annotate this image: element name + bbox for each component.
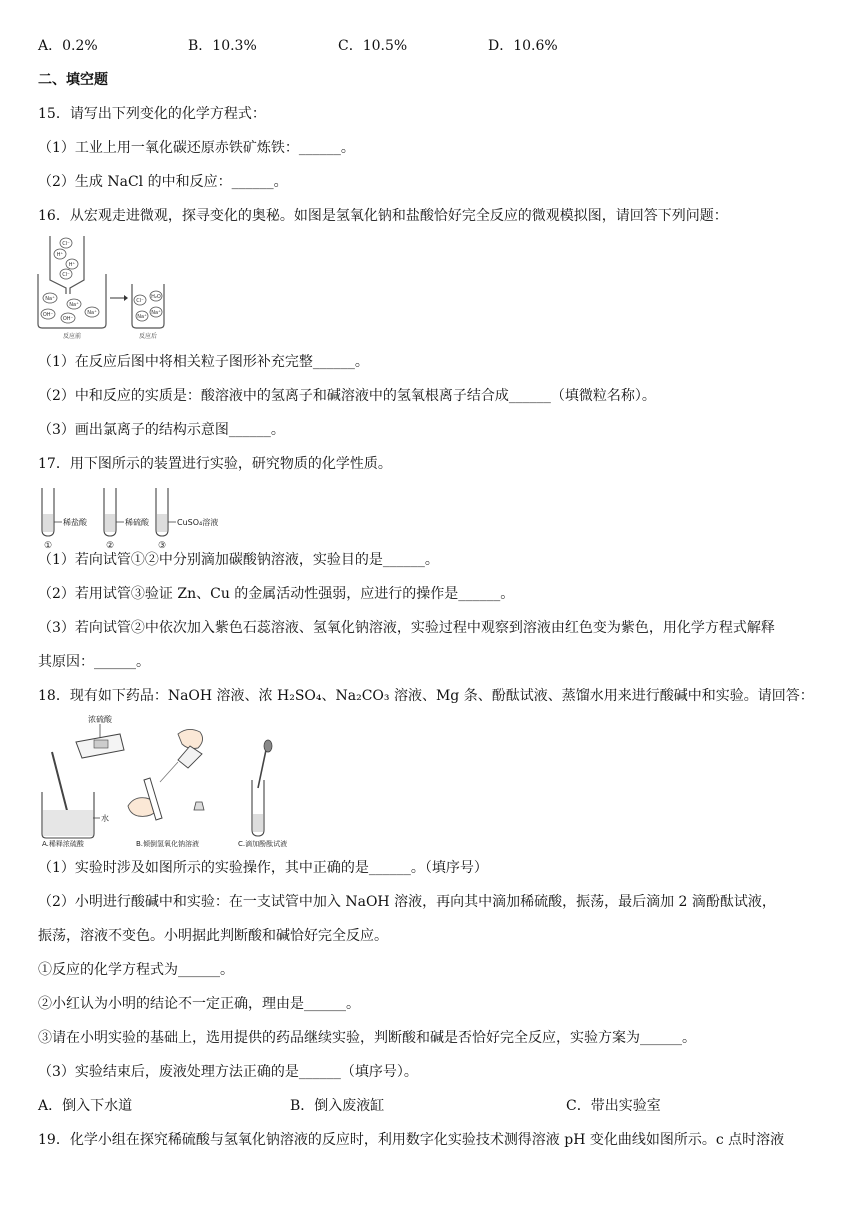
tube2-num: ② (105, 541, 115, 550)
q17-stem: 17．用下图所示的装置进行实验，研究物质的化学性质。 (38, 456, 392, 472)
ion-label: Na⁺ (137, 314, 147, 320)
q16-sub3: （3）画出氯离子的结构示意图______。 (38, 422, 285, 438)
q17-sub3-line2: 其原因：______。 (38, 654, 150, 670)
acid-label: 浓硫酸 (88, 715, 112, 724)
tube1-num: ① (43, 541, 53, 550)
q17-sub2: （2）若用试管③验证 Zn、Cu 的金属活动性强弱，应进行的操作是______。 (38, 586, 515, 602)
q19-stem: 19．化学小组在探究稀硫酸与氢氧化钠溶液的反应时，利用数字化实验技术测得溶液 pH 变化曲线如图所示。c 点时溶液 (38, 1132, 785, 1148)
q18-sub2-line1: （2）小明进行酸碱中和实验：在一支试管中加入 NaOH 溶液，再向其中滴加稀硫酸，振荡，最后滴加 2 滴酚酞试液， (38, 894, 776, 910)
q18-item2: ②小红认为小明的结论不一定正确，理由是______。 (38, 996, 360, 1012)
q18-item3: ③请在小明实验的基础上，选用提供的药品继续实验，判断酸和碱是否恰好完全反应，实验方案为______。 (38, 1030, 696, 1046)
caption-c: C.滴加酚酞试液 (238, 840, 288, 848)
q16-figure (36, 234, 166, 342)
q18-item1: ①反应的化学方程式为______。 (38, 962, 234, 978)
tube1-label: 稀盐酸 (63, 518, 87, 527)
before-label: 反应前 (62, 333, 82, 340)
option-b: B．10.3% (188, 38, 257, 54)
ion-label: H⁺ (56, 252, 64, 258)
q18-sub2-line2: 振荡，溶液不变色。小明据此判断酸和碱恰好完全反应。 (38, 928, 388, 944)
option-c: C．10.5% (338, 38, 408, 54)
ion-label: Cl⁻ (62, 241, 70, 247)
ion-label: Na⁺ (151, 310, 161, 316)
section-title: 二、填空题 (38, 72, 108, 88)
q17-sub3-line1: （3）若向试管②中依次加入紫色石蕊溶液、氢氧化钠溶液，实验过程中观察到溶液由红色变为紫色，用化学方程式解释 (38, 620, 775, 636)
q15-stem: 15．请写出下列变化的化学方程式： (38, 106, 266, 122)
ion-label: Na⁺ (87, 310, 97, 316)
tube2-label: 稀硫酸 (125, 518, 149, 527)
q17-figure (38, 486, 238, 550)
option-a: A．0.2% (38, 38, 98, 54)
ion-label: OH⁻ (42, 312, 54, 318)
q15-sub2: （2）生成 NaCl 的中和反应：______。 (38, 174, 288, 190)
ion-label: Cl⁻ (136, 298, 144, 304)
q18-sub3: （3）实验结束后，废液处理方法正确的是______（填序号）。 (38, 1064, 418, 1080)
q18-stem: 18．现有如下药品：NaOH 溶液、浓 H₂SO₄、Na₂CO₃ 溶液、Mg 条、酚酞试液、蒸馏水用来进行酸碱中和实验。请回答： (38, 688, 814, 704)
ion-label: OH⁻ (62, 316, 74, 322)
q18-option-c: C．带出实验室 (566, 1098, 661, 1114)
q16-sub2: （2）中和反应的实质是：酸溶液中的氢离子和碱溶液中的氢氧根离子结合成______（填微粒名称）。 (38, 388, 656, 404)
tube3-label: CuSO₄溶液 (177, 518, 219, 527)
q18-sub1: （1）实验时涉及如图所示的实验操作，其中正确的是______。（填序号） (38, 860, 488, 876)
caption-a: A.稀释浓硫酸 (42, 840, 84, 848)
q16-stem: 16．从宏观走进微观，探寻变化的奥秘。如图是氢氧化钠和盐酸恰好完全反应的微观模拟图，请回答下列问题： (38, 208, 728, 224)
q18-option-b: B．倒入废液缸 (290, 1098, 385, 1114)
option-d: D．10.6% (488, 38, 558, 54)
ion-label: Na⁺ (69, 302, 79, 308)
ion-label: Cl⁻ (62, 272, 70, 278)
water-label: 水 (101, 814, 109, 823)
ion-label: H₂O (151, 294, 161, 300)
q16-sub1: （1）在反应后图中将相关粒子图形补充完整______。 (38, 354, 369, 370)
q18-figure (38, 710, 338, 848)
caption-b: B.倾倒氢氧化钠溶液 (136, 840, 200, 848)
q15-sub1: （1）工业上用一氧化碳还原赤铁矿炼铁：______。 (38, 140, 355, 156)
ion-label: Na⁺ (45, 296, 55, 302)
after-label: 反应后 (138, 333, 158, 340)
tube3-num: ③ (157, 541, 167, 550)
q18-option-a: A．倒入下水道 (38, 1098, 133, 1114)
ion-label: H⁺ (68, 262, 76, 268)
q17-sub1: （1）若向试管①②中分别滴加碳酸钠溶液，实验目的是______。 (38, 552, 439, 568)
